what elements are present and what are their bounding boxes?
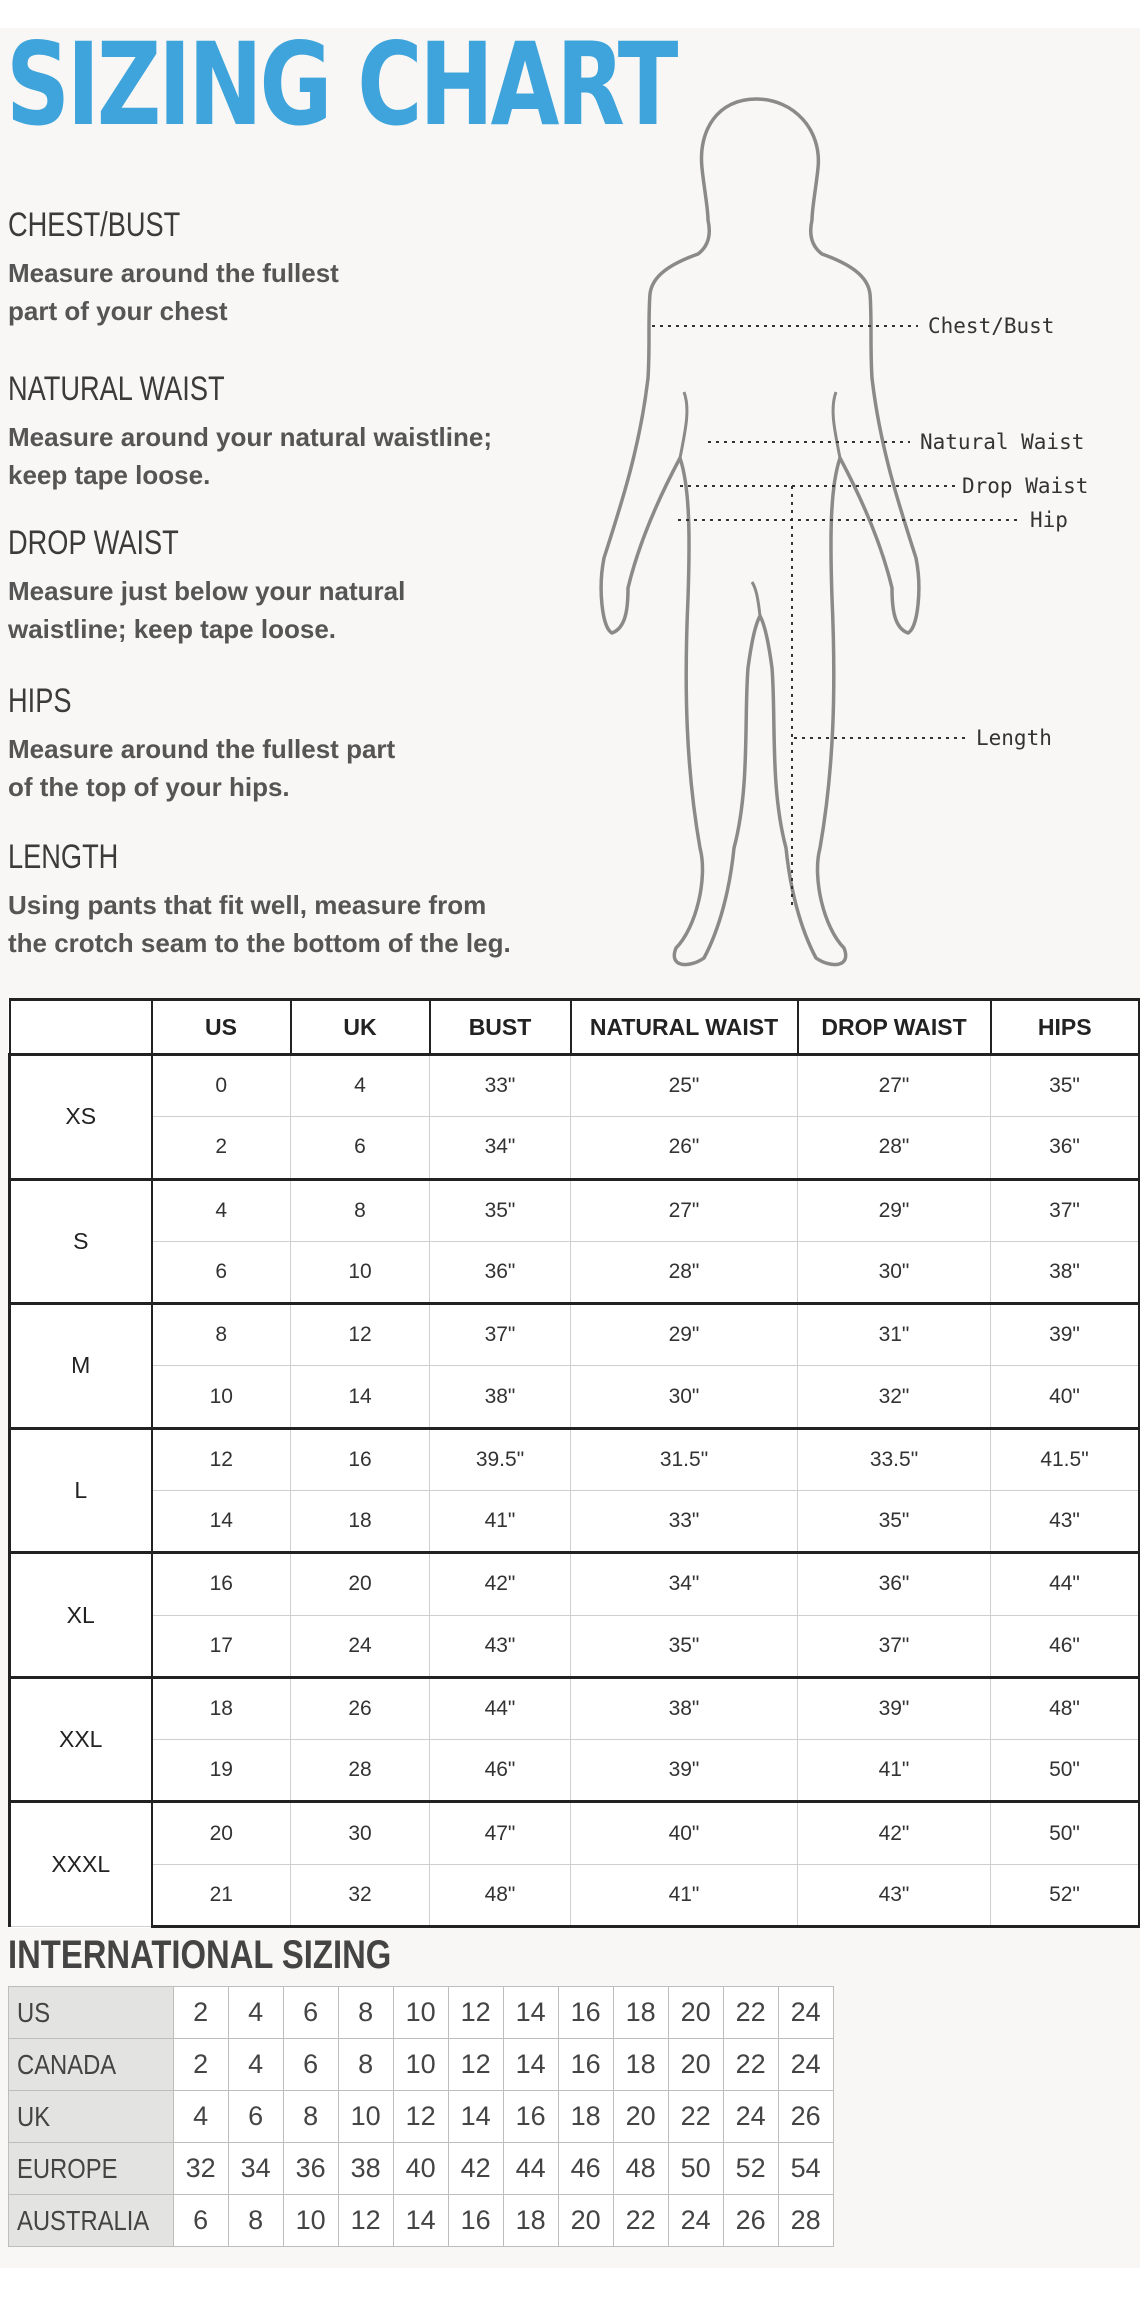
table-cell: 17 [152,1615,291,1677]
row-label: US [17,1996,51,2028]
table-cell: 27" [798,1055,991,1117]
page-title: SIZING CHART [6,18,676,151]
table-row [10,1740,1140,1802]
table-cell: 50 [668,2143,723,2195]
header-cell: BUST [430,1000,571,1055]
table-cell: 37" [798,1615,991,1677]
table-cell: 6 [152,1241,291,1303]
table-cell: 24 [668,2195,723,2247]
table-cell: 19 [152,1740,291,1802]
table-cell: 36" [430,1241,571,1303]
table-cell: 29" [798,1179,991,1241]
table-cell: 28" [571,1241,798,1303]
table-cell: 43" [798,1864,991,1926]
table-cell: 41.5" [991,1428,1140,1490]
table-cell: 42" [430,1553,571,1615]
table-cell: 20 [613,2091,668,2143]
table-cell: 41" [798,1740,991,1802]
table-cell: 38" [571,1677,798,1739]
table-cell: 20 [558,2195,613,2247]
table-cell: 20 [668,2039,723,2091]
measure-desc-line: Measure just below your natural [8,576,406,606]
table-cell: 46" [991,1615,1140,1677]
table-cell: 38 [338,2143,393,2195]
table-cell: 16 [558,2039,613,2091]
international-sizing-table [8,1986,834,2247]
table-cell: 14 [393,2195,448,2247]
table-cell: 8 [152,1304,291,1366]
international-sizing-title: INTERNATIONAL SIZING [8,1933,392,1977]
table-cell: 43" [991,1490,1140,1552]
table-cell: 34" [430,1117,571,1179]
table-cell: 30" [571,1366,798,1428]
size-label-cell: XXL [10,1677,152,1802]
table-cell: 47" [430,1802,571,1864]
table-cell: 10 [152,1366,291,1428]
table-cell: 18 [291,1490,430,1552]
table-cell: 12 [448,2039,503,2091]
table-cell: 10 [338,2091,393,2143]
table-row [10,1864,1140,1926]
row-label-cell [9,1987,174,2039]
table-cell: 30" [798,1241,991,1303]
row-label: AUSTRALIA [17,2204,150,2236]
table-cell: 26 [778,2091,833,2143]
hip-label: Hip [1030,508,1068,532]
table-cell: 2 [173,1987,228,2039]
table-cell: 37" [991,1179,1140,1241]
table-cell: 10 [283,2195,338,2247]
table-cell: 24 [778,1987,833,2039]
table-cell: 48" [430,1864,571,1926]
table-cell: 6 [283,1987,338,2039]
table-cell: 16 [558,1987,613,2039]
table-cell: 33" [430,1055,571,1117]
table-cell: 6 [173,2195,228,2247]
table-cell: 38" [430,1366,571,1428]
table-cell: 4 [173,2091,228,2143]
measure-desc-line: waistline; keep tape loose. [8,614,336,644]
table-cell: 4 [228,1987,283,2039]
measure-desc-line: Measure around your natural waistline; [8,422,492,452]
measure-heading: NATURAL WAIST [8,370,225,408]
table-cell: 52" [991,1864,1140,1926]
table-cell: 26 [291,1677,430,1739]
row-label: UK [17,2100,51,2132]
table-cell: 39" [571,1740,798,1802]
table-cell: 6 [228,2091,283,2143]
header-cell: NATURAL WAIST [571,1000,798,1055]
table-cell: 38" [991,1241,1140,1303]
table-cell: 26" [571,1117,798,1179]
table-cell: 18 [613,2039,668,2091]
table-cell: 48 [613,2143,668,2195]
table-cell: 44" [430,1677,571,1739]
table-row [10,1179,1140,1241]
table-cell: 24 [291,1615,430,1677]
table-cell: 8 [338,1987,393,2039]
table-row [9,2039,834,2091]
table-row [9,2091,834,2143]
table-cell: 40" [571,1802,798,1864]
table-cell: 31" [798,1304,991,1366]
table-cell: 39" [798,1677,991,1739]
table-row [10,1553,1140,1615]
body-outline [601,99,919,965]
table-cell: 18 [613,1987,668,2039]
row-label: CANADA [17,2048,117,2080]
length-label: Length [976,726,1052,750]
table-cell: 22 [613,2195,668,2247]
table-cell: 22 [723,2039,778,2091]
table-cell: 4 [228,2039,283,2091]
table-cell: 24 [723,2091,778,2143]
table-cell: 25" [571,1055,798,1117]
table-cell: 32 [173,2143,228,2195]
table-cell: 20 [152,1802,291,1864]
table-row [10,1615,1140,1677]
table-cell: 39.5" [430,1428,571,1490]
table-row [9,2143,834,2195]
table-cell: 33" [571,1490,798,1552]
table-cell: 36 [283,2143,338,2195]
table-cell: 10 [393,1987,448,2039]
table-row [10,1802,1140,1864]
size-label-cell: XL [10,1553,152,1678]
table-row [10,1117,1140,1179]
table-cell: 52 [723,2143,778,2195]
table-cell: 18 [558,2091,613,2143]
table-cell: 39" [991,1304,1140,1366]
table-row [9,1987,834,2039]
table-cell: 4 [291,1055,430,1117]
size-label-cell: XS [10,1055,152,1180]
table-cell: 32" [798,1366,991,1428]
table-cell: 35" [991,1055,1140,1117]
natural-waist-label: Natural Waist [920,430,1085,454]
table-cell: 27" [571,1179,798,1241]
table-row [10,1428,1140,1490]
table-cell: 10 [393,2039,448,2091]
measure-heading: HIPS [8,682,72,720]
header-cell: UK [291,1000,430,1055]
table-cell: 37" [430,1304,571,1366]
table-cell: 10 [291,1241,430,1303]
table-cell: 40 [393,2143,448,2195]
table-cell: 6 [291,1117,430,1179]
table-cell: 14 [152,1490,291,1552]
table-cell: 41" [430,1490,571,1552]
size-label-cell: XXXL [10,1802,152,1927]
measure-desc-line: the crotch seam to the bottom of the leg. [8,928,511,958]
table-cell: 24 [778,2039,833,2091]
table-cell: 34" [571,1553,798,1615]
row-label-cell [9,2143,174,2195]
table-cell: 12 [152,1428,291,1490]
size-table-header [10,1000,1140,1055]
table-cell: 42" [798,1802,991,1864]
size-table [8,998,1140,1928]
table-cell: 2 [173,2039,228,2091]
table-cell: 16 [291,1428,430,1490]
table-cell: 46" [430,1740,571,1802]
table-cell: 26 [723,2195,778,2247]
table-cell: 50" [991,1802,1140,1864]
table-cell: 18 [503,2195,558,2247]
table-cell: 30 [291,1802,430,1864]
table-cell: 14 [503,2039,558,2091]
table-row [10,1490,1140,1552]
table-row [10,1241,1140,1303]
table-cell: 32 [291,1864,430,1926]
table-cell: 33.5" [798,1428,991,1490]
measure-desc-line: part of your chest [8,296,228,326]
table-cell: 28" [798,1117,991,1179]
measure-heading: CHEST/BUST [8,206,181,244]
measure-heading: DROP WAIST [8,524,179,562]
header-cell [10,1000,152,1055]
table-cell: 36" [991,1117,1140,1179]
table-cell: 8 [338,2039,393,2091]
table-cell: 29" [571,1304,798,1366]
table-row [9,2195,834,2247]
table-cell: 44" [991,1553,1140,1615]
measure-desc-line: Measure around the fullest part [8,734,396,764]
table-cell: 18 [152,1677,291,1739]
table-cell: 0 [152,1055,291,1117]
body-figure [0,68,1140,1008]
table-cell: 28 [291,1740,430,1802]
row-label-cell [9,2195,174,2247]
header-cell: US [152,1000,291,1055]
chest-label: Chest/Bust [928,314,1055,338]
measure-desc-line: keep tape loose. [8,460,211,490]
table-cell: 22 [668,2091,723,2143]
table-row [10,1304,1140,1366]
row-label: EUROPE [17,2152,118,2184]
table-cell: 2 [152,1117,291,1179]
table-cell: 48" [991,1677,1140,1739]
table-cell: 34 [228,2143,283,2195]
row-label-cell [9,2039,174,2091]
table-cell: 41" [571,1864,798,1926]
body-inner-lines [680,392,840,616]
table-cell: 20 [668,1987,723,2039]
table-cell: 4 [152,1179,291,1241]
table-cell: 54 [778,2143,833,2195]
table-cell: 8 [228,2195,283,2247]
table-cell: 31.5" [571,1428,798,1490]
header-cell: DROP WAIST [798,1000,991,1055]
table-row [10,1055,1140,1117]
table-cell: 35" [798,1490,991,1552]
table-cell: 6 [283,2039,338,2091]
table-cell: 12 [291,1304,430,1366]
table-cell: 43" [430,1615,571,1677]
measure-desc-line: Measure around the fullest [8,258,339,288]
row-label-cell [9,2091,174,2143]
table-cell: 36" [798,1553,991,1615]
table-cell: 21 [152,1864,291,1926]
measure-heading: LENGTH [8,838,119,876]
table-cell: 12 [393,2091,448,2143]
measure-desc-line: of the top of your hips. [8,772,290,802]
table-cell: 44 [503,2143,558,2195]
header-cell: HIPS [991,1000,1140,1055]
table-cell: 12 [448,1987,503,2039]
table-cell: 22 [723,1987,778,2039]
table-cell: 40" [991,1366,1140,1428]
table-cell: 16 [448,2195,503,2247]
table-cell: 42 [448,2143,503,2195]
table-cell: 14 [291,1366,430,1428]
drop-waist-label: Drop Waist [962,474,1089,498]
table-cell: 35" [430,1179,571,1241]
table-cell: 28 [778,2195,833,2247]
sizing-chart-page [0,18,1140,2268]
table-row [10,1677,1140,1739]
table-cell: 14 [448,2091,503,2143]
table-cell: 8 [283,2091,338,2143]
size-label-cell: L [10,1428,152,1553]
table-cell: 46 [558,2143,613,2195]
size-label-cell: M [10,1304,152,1429]
table-cell: 50" [991,1740,1140,1802]
measure-desc-line: Using pants that fit well, measure from [8,890,487,920]
table-cell: 12 [338,2195,393,2247]
table-cell: 8 [291,1179,430,1241]
table-cell: 16 [503,2091,558,2143]
table-cell: 14 [503,1987,558,2039]
table-cell: 16 [152,1553,291,1615]
table-cell: 20 [291,1553,430,1615]
size-label-cell: S [10,1179,152,1304]
table-row [10,1366,1140,1428]
table-cell: 35" [571,1615,798,1677]
